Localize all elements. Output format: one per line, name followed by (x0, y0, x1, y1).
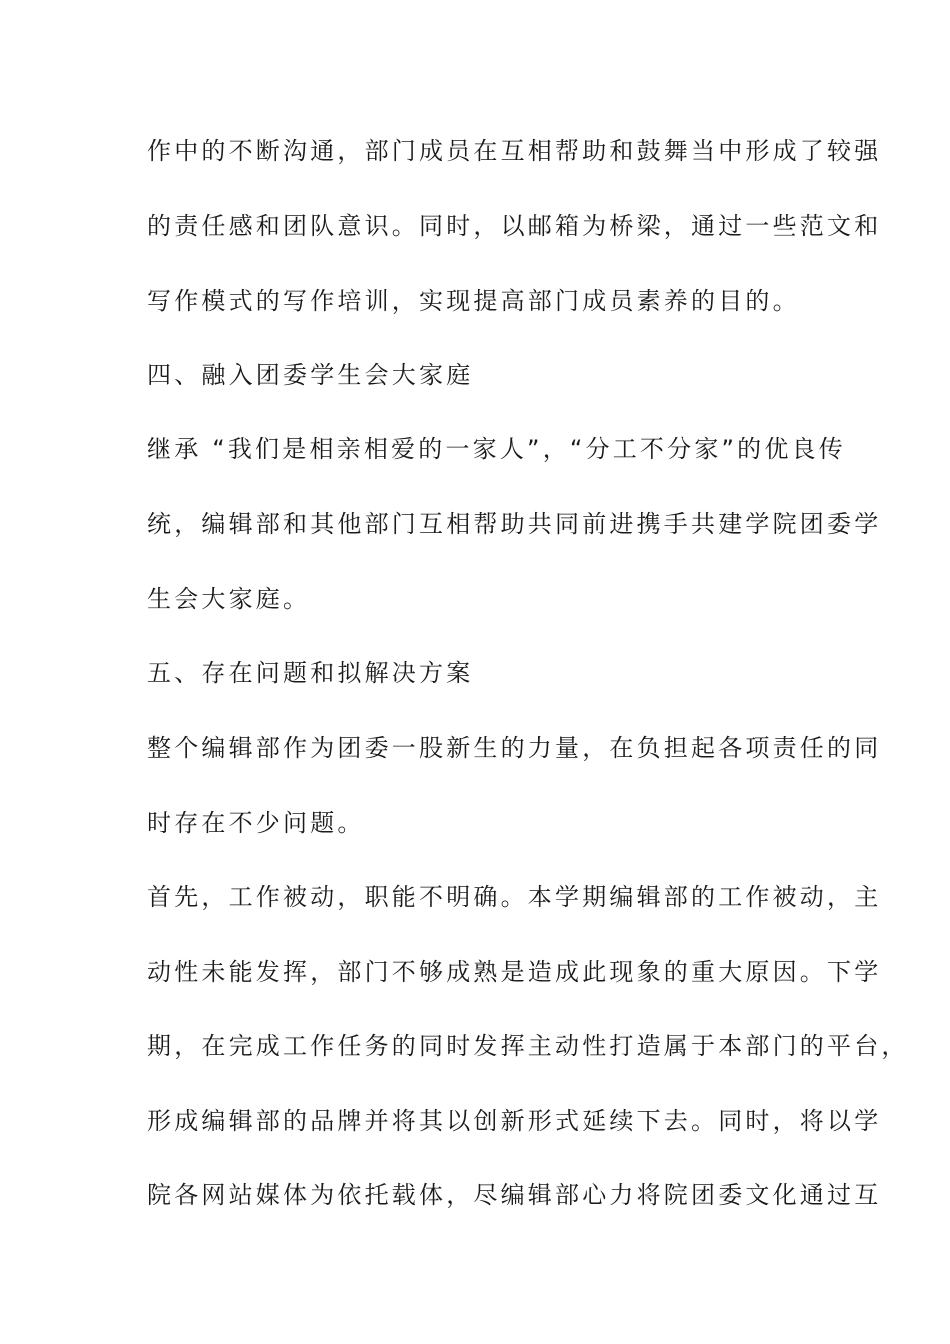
body-text-line: 动性未能发挥，部门不够成熟是造成此现象的重大原因。下学 (147, 958, 882, 986)
body-text-line: 时存在不少问题。 (147, 809, 365, 837)
body-text-line: 统，编辑部和其他部门互相帮助共同前进携手共建学院团委学 (147, 510, 882, 538)
body-text-line: 院各网站媒体为依托载体，尽编辑部心力将院团委文化通过互 (147, 1181, 882, 1209)
body-text-line: 整个编辑部作为团委一股新生的力量，在负担起各项责任的同 (147, 734, 882, 762)
body-text-line: 生会大家庭。 (147, 585, 311, 613)
body-text-line: 写作模式的写作培训，实现提高部门成员素养的目的。 (147, 287, 800, 315)
body-text-line: 的责任感和团队意识。同时，以邮箱为桥梁，通过一些范文和 (147, 212, 882, 240)
section-heading: 五、存在问题和拟解决方案 (147, 659, 474, 687)
body-text-line: 形成编辑部的品牌并将其以创新形式延续下去。同时，将以学 (147, 1107, 882, 1135)
body-text-line: 作中的不断沟通，部门成员在互相帮助和鼓舞当中形成了较强 (147, 137, 882, 165)
section-heading: 四、融入团委学生会大家庭 (147, 361, 474, 389)
body-text-line: 期，在完成工作任务的同时发挥主动性打造属于本部门的平台， (147, 1032, 909, 1060)
body-text-line: 首先，工作被动，职能不明确。本学期编辑部的工作被动，主 (147, 883, 882, 911)
body-text-line: 继承 “我们是相亲相爱的一家人”，“分工不分家”的优良传 (147, 435, 846, 463)
